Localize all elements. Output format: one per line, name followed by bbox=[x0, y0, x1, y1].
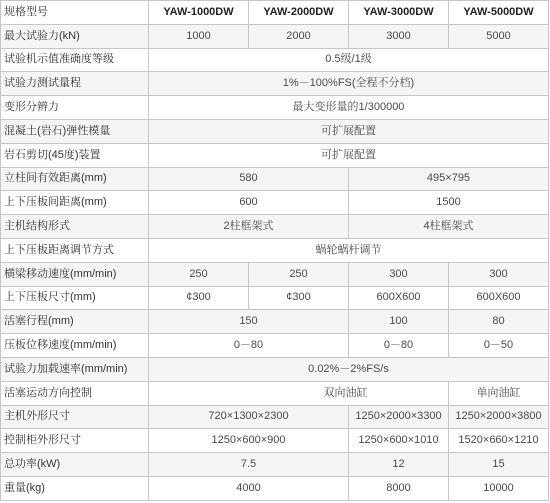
row-label: 主机结构形式 bbox=[1, 215, 149, 239]
row-label: 重量(kg) bbox=[1, 476, 149, 500]
row-label: 上下压板间距离(mm) bbox=[1, 191, 149, 215]
spec-value: 300 bbox=[349, 262, 449, 286]
row-label: 控制柜外形尺寸 bbox=[1, 429, 149, 453]
row-deformation-resolution bbox=[1, 96, 549, 120]
spec-value: 1520×660×1210 bbox=[449, 429, 549, 453]
row-platen-adjustment bbox=[1, 238, 549, 262]
spec-value: 600X600 bbox=[449, 286, 549, 310]
model-header-yaw-5000dw: YAW-5000DW bbox=[449, 1, 549, 25]
row-label: 试验机示值准确度等级 bbox=[1, 48, 149, 72]
model-header-yaw-2000dw: YAW-2000DW bbox=[249, 1, 349, 25]
spec-value: 1250×600×1010 bbox=[349, 429, 449, 453]
row-platen-size bbox=[1, 286, 549, 310]
table-header-row bbox=[1, 1, 549, 25]
row-label: 活塞行程(mm) bbox=[1, 310, 149, 334]
row-label: 横梁移动速度(mm/min) bbox=[1, 262, 149, 286]
spec-value: 1000 bbox=[149, 24, 249, 48]
row-label: 变形分辨力 bbox=[1, 96, 149, 120]
row-piston-stroke bbox=[1, 310, 549, 334]
row-label: 最大试验力(kN) bbox=[1, 24, 149, 48]
row-mainframe-dimensions bbox=[1, 405, 549, 429]
spec-value: 7.5 bbox=[149, 453, 349, 477]
row-crossbeam-speed bbox=[1, 262, 549, 286]
spec-value: 15 bbox=[449, 453, 549, 477]
row-accuracy-class bbox=[1, 48, 549, 72]
row-cabinet-dimensions bbox=[1, 429, 549, 453]
row-label: 试验力测试量程 bbox=[1, 72, 149, 96]
spec-value: 3000 bbox=[349, 24, 449, 48]
spec-value: 100 bbox=[349, 310, 449, 334]
row-label: 混凝土(岩石)弹性模量 bbox=[1, 119, 149, 143]
model-header-yaw-3000dw: YAW-3000DW bbox=[349, 1, 449, 25]
spec-value: 1%－100%FS(全程不分档) bbox=[149, 72, 549, 96]
spec-value: 蜗轮蜗杆调节 bbox=[149, 238, 549, 262]
spec-value: 300 bbox=[449, 262, 549, 286]
model-header-yaw-1000dw: YAW-1000DW bbox=[149, 1, 249, 25]
row-label: 主机外形尺寸 bbox=[1, 405, 149, 429]
spec-value: 0.5级/1级 bbox=[149, 48, 549, 72]
spec-value: 0－80 bbox=[349, 334, 449, 358]
row-rock-shear-device bbox=[1, 143, 549, 167]
spec-value: 600X600 bbox=[349, 286, 449, 310]
spec-value: 可扩展配置 bbox=[149, 143, 549, 167]
row-total-power bbox=[1, 453, 549, 477]
spec-value: 4柱框架式 bbox=[349, 215, 549, 239]
spec-value: 0.02%－2%FS/s bbox=[149, 357, 549, 381]
spec-value: 0－80 bbox=[149, 334, 349, 358]
spec-value: 495×795 bbox=[349, 167, 549, 191]
spec-value: 1500 bbox=[349, 191, 549, 215]
row-elastic-modulus bbox=[1, 119, 549, 143]
spec-value: 80 bbox=[449, 310, 549, 334]
spec-value: 720×1300×2300 bbox=[149, 405, 349, 429]
row-frame-structure bbox=[1, 215, 549, 239]
row-label: 上下压板距离调节方式 bbox=[1, 238, 149, 262]
spec-value: 250 bbox=[149, 262, 249, 286]
row-label: 总功率(kW) bbox=[1, 453, 149, 477]
header-label: 规格型号 bbox=[1, 1, 149, 25]
spec-value: 150 bbox=[149, 310, 349, 334]
row-column-clearance bbox=[1, 167, 549, 191]
row-label: 活塞运动方向控制 bbox=[1, 381, 149, 405]
spec-value: 最大变形量的1/300000 bbox=[149, 96, 549, 120]
row-loading-rate bbox=[1, 357, 549, 381]
spec-value: 10000 bbox=[449, 476, 549, 500]
spec-value: 1250×600×900 bbox=[149, 429, 349, 453]
spec-value: 1250×2000×3300 bbox=[349, 405, 449, 429]
spec-value: ¢300 bbox=[249, 286, 349, 310]
row-label: 压板位移速度(mm/min) bbox=[1, 334, 149, 358]
spec-value: 5000 bbox=[449, 24, 549, 48]
row-force-range bbox=[1, 72, 549, 96]
spec-value: 1250×2000×3800 bbox=[449, 405, 549, 429]
row-label: 试验力加载速率(mm/min) bbox=[1, 357, 149, 381]
row-weight bbox=[1, 476, 549, 500]
row-piston-direction-control bbox=[1, 381, 549, 405]
spec-value: 2柱框架式 bbox=[149, 215, 349, 239]
row-label: 岩石剪切(45度)装置 bbox=[1, 143, 149, 167]
row-label: 上下压板尺寸(mm) bbox=[1, 286, 149, 310]
spec-value: 600 bbox=[149, 191, 349, 215]
spec-value: 0－50 bbox=[449, 334, 549, 358]
spec-value: 12 bbox=[349, 453, 449, 477]
spec-value: ¢300 bbox=[149, 286, 249, 310]
spec-value: 双向油缸 bbox=[149, 381, 449, 405]
spec-value: 8000 bbox=[349, 476, 449, 500]
spec-value: 4000 bbox=[149, 476, 349, 500]
row-label: 立柱间有效距离(mm) bbox=[1, 167, 149, 191]
spec-value: 可扩展配置 bbox=[149, 119, 549, 143]
spec-value: 2000 bbox=[249, 24, 349, 48]
row-platen-displacement-speed bbox=[1, 334, 549, 358]
row-max-test-force bbox=[1, 24, 549, 48]
spec-value: 250 bbox=[249, 262, 349, 286]
row-platen-distance bbox=[1, 191, 549, 215]
spec-value: 580 bbox=[149, 167, 349, 191]
spec-value: 单向油缸 bbox=[449, 381, 549, 405]
